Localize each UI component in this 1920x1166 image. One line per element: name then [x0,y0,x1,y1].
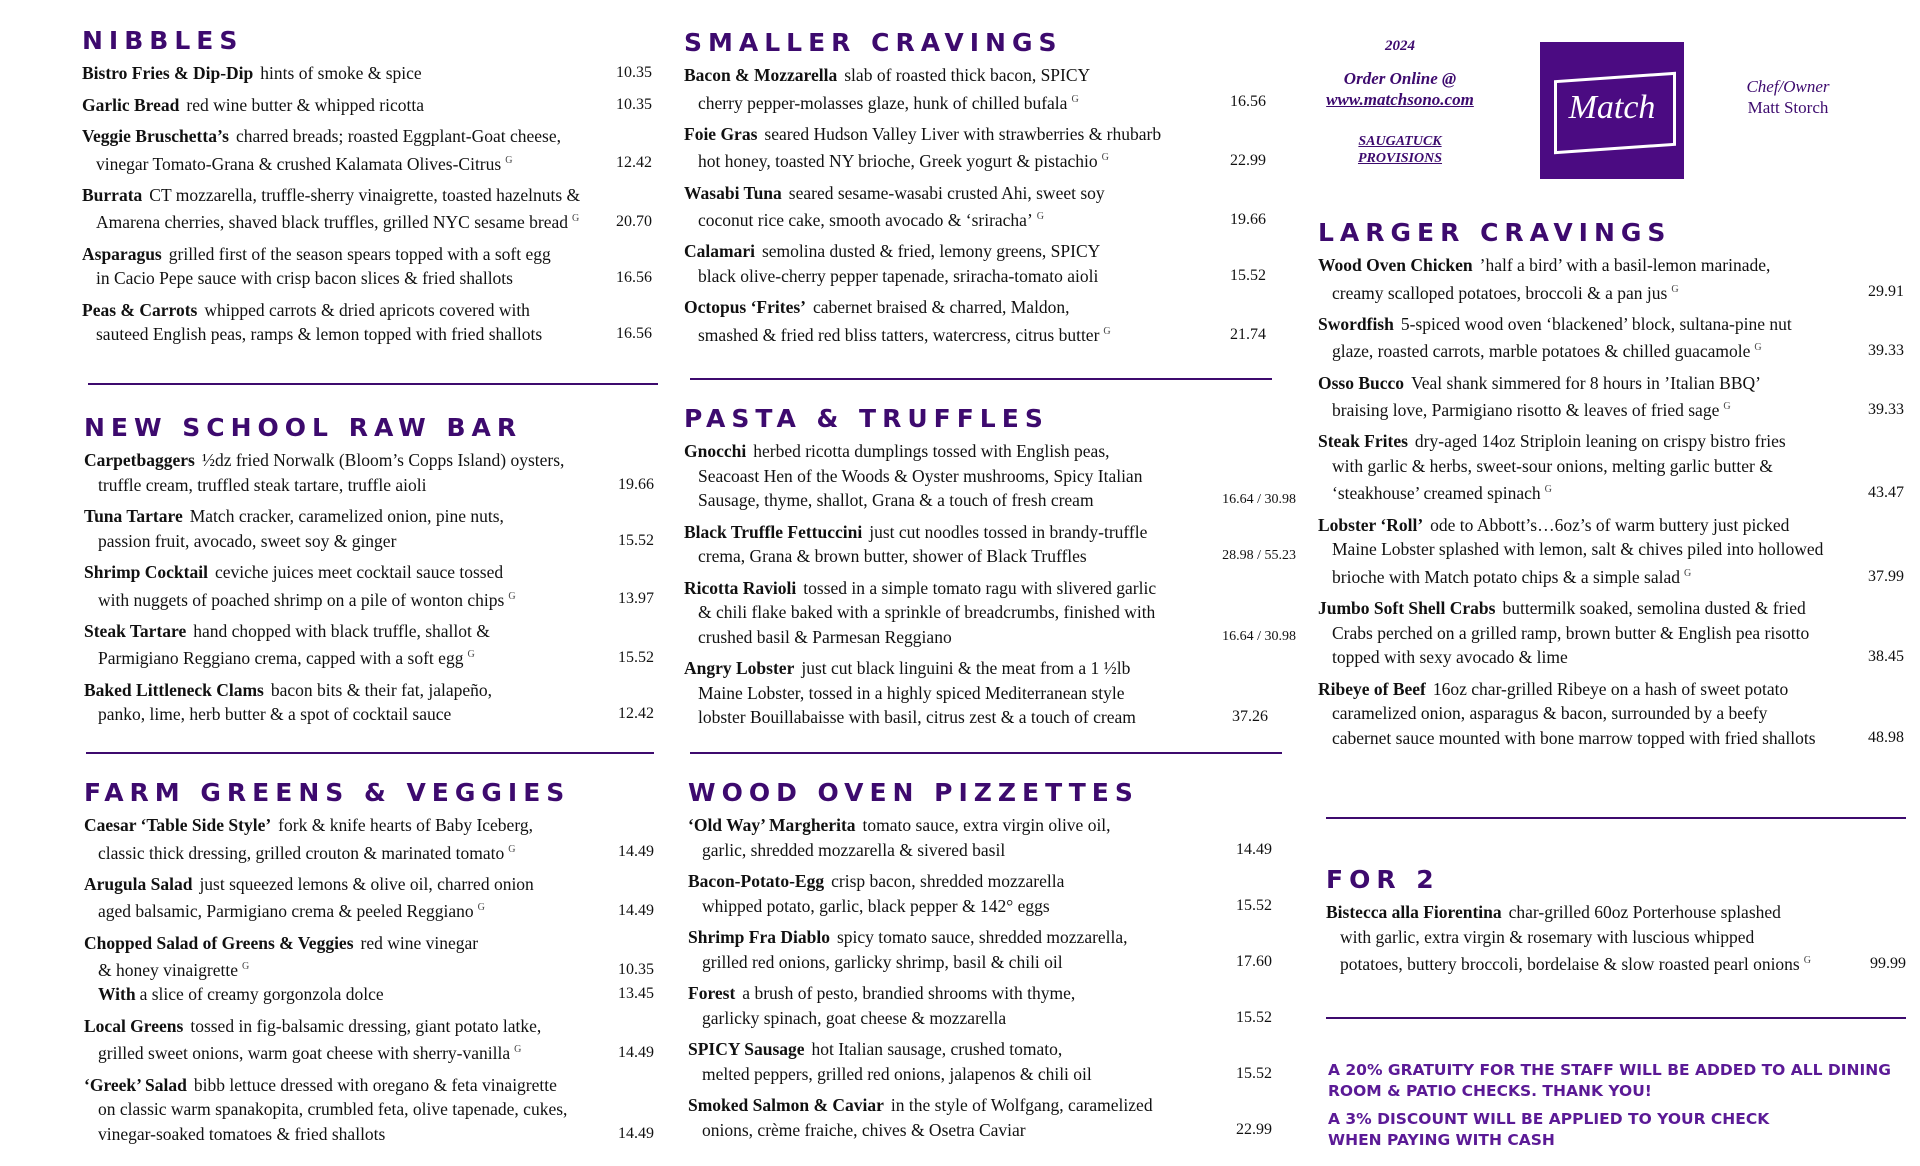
addon-price: 13.45 [618,985,654,1003]
gluten-free-mark: G [477,902,485,914]
section-divider [690,752,1282,754]
item-desc: onions, crème fraiche, chives & Osetra Caviar [702,1119,1026,1140]
item-price: 43.47 [1868,484,1904,502]
item-name: ‘Old Way’ Margherita [688,815,856,835]
item-desc: red wine vinegar [360,932,479,953]
item-desc: cabernet sauce mounted with bone marrow topped with fried shallots [1332,727,1816,748]
item-name: Local Greens [84,1015,184,1036]
item-price: 39.33 [1868,400,1904,418]
section-divider [86,752,654,754]
menu-item [82,183,652,235]
item-desc: smashed & fried red bliss tatters, watercress, citrus butter [698,324,1100,345]
chef-credit [1718,76,1858,118]
menu-item [84,448,654,497]
menu-item [84,678,654,727]
item-desc: Maine Lobster splashed with lemon, salt & chives piled into hollowed [1332,539,1824,560]
menu-item-addon [84,982,654,1007]
item-desc: whipped carrots & dried apricots covered with [204,299,530,320]
item-desc: Veal shank simmered for 8 hours in ’Italian BBQ’ [1411,372,1761,393]
menu-item [82,124,652,176]
gluten-free-mark: G [505,154,513,166]
item-price: 14.49 [618,843,654,861]
item-name: Gnocchi [684,441,747,461]
item-name: Bacon & Mozzarella [684,65,838,85]
section-larger-cravings [1318,218,1904,757]
item-desc: black olive-cherry pepper tapenade, sriracha-tomato aioli [698,265,1099,286]
menu-item [1318,253,1904,305]
item-desc: brioche with Match potato chips & a simple salad [1332,566,1680,587]
item-desc: in the style of Wolfgang, caramelized [890,1095,1153,1115]
item-price: 48.98 [1868,728,1904,746]
item-desc: potatoes, buttery broccoli, bordelaise & slow roasted pearl onions [1340,953,1800,974]
item-desc: passion fruit, avocado, sweet soy & ginger [98,530,397,551]
item-price: 15.52 [1236,1064,1272,1082]
item-desc: truffle cream, truffled steak tartare, truffle aioli [98,474,427,495]
item-name: Osso Bucco [1318,372,1405,393]
item-price: 14.49 [1236,840,1272,858]
item-price: 10.35 [618,960,654,978]
item-name: Bacon-Potato-Egg [688,871,825,891]
section-wood-oven-pizzettes [688,778,1272,1149]
item-desc: cherry pepper-molasses glaze, hunk of chilled bufala [698,92,1068,113]
item-name: Octopus ‘Frites’ [684,297,806,318]
menu-item [688,1093,1272,1142]
section-divider [88,383,658,385]
item-price: 19.66 [1230,210,1266,228]
item-desc: tossed in a simple tomato ragu with slivered garlic [803,577,1157,598]
section-title: PASTA & TRUFFLES [684,404,1049,433]
item-desc: in Cacio Pepe sauce with crisp bacon slices & fried shallots [96,268,513,289]
gluten-free-mark: G [1101,152,1109,164]
item-price: 21.74 [1230,325,1266,343]
saugatuck-line1: SAUGATUCK [1358,134,1442,149]
item-name: Ricotta Ravioli [684,577,797,598]
section-pasta-truffles [684,404,1296,737]
item-desc: charred breads; roasted Eggplant-Goat cheese, [235,126,562,146]
item-price: 15.52 [618,531,654,549]
item-desc: red wine butter & whipped ricotta [186,94,425,115]
gluten-free-mark: G [514,1044,522,1056]
menu-item [684,239,1266,288]
menu-item [1318,596,1904,670]
gluten-free-mark: G [508,843,516,855]
section-title: NEW SCHOOL RAW BAR [84,413,523,442]
item-desc: Match cracker, caramelized onion, pine nuts, [189,506,504,526]
chef-name: Matt Storch [1747,98,1829,117]
item-price: 99.99 [1870,954,1906,972]
item-name: Shrimp Fra Diablo [688,927,830,947]
item-desc: garlicky spinach, goat cheese & mozzarella [702,1007,1007,1028]
item-price: 14.49 [618,1124,654,1142]
menu-item [84,872,654,924]
item-desc: crisp bacon, shredded mozzarella [831,871,1065,891]
item-desc: Parmigiano Reggiano crema, capped with a soft egg [98,648,464,669]
gluten-free-mark: G [508,590,516,602]
gluten-free-mark: G [241,961,250,973]
item-desc: Crabs perched on a grilled ramp, brown butter & English pea risotto [1332,622,1810,643]
section-smaller-cravings [684,28,1266,354]
item-price: 14.49 [618,902,654,920]
gratuity-notice [1328,1060,1908,1102]
item-price: 19.66 [618,475,654,493]
menu-item [84,504,654,553]
item-desc: topped with sexy avocado & lime [1332,647,1568,668]
item-desc: ceviche juices meet cocktail sauce tossed [214,562,504,582]
item-name: ‘Greek’ Salad [84,1074,187,1095]
item-name: Lobster ‘Roll’ [1318,514,1424,535]
menu-item [1318,429,1904,505]
item-price: 37.26 [1232,708,1268,725]
section-nibbles [82,26,652,354]
item-desc: aged balsamic, Parmigiano crema & peeled Reggiano [98,901,474,922]
item-desc: vinegar-soaked tomatoes & fried shallots [98,1123,386,1144]
item-name: Asparagus [82,243,162,264]
menu-item [84,619,654,671]
chef-title: Chef/Owner [1746,77,1830,96]
item-desc: with nuggets of poached shrimp on a pile of wonton chips [98,589,505,610]
menu-item [684,656,1268,730]
item-desc: tomato sauce, extra virgin olive oil, [862,815,1111,835]
cash-discount-notice [1328,1109,1908,1151]
item-price: 12.42 [616,154,652,172]
discount-line2: WHEN PAYING WITH CASH [1328,1131,1555,1149]
item-desc: melted peppers, grilled red onions, jalapenos & chili oil [702,1063,1092,1084]
item-name: Bistecca alla Fiorentina [1326,902,1502,922]
menu-item [688,981,1272,1030]
item-desc: grilled red onions, garlicky shrimp, basil & chili oil [702,951,1063,972]
item-desc: on classic warm spanakopita, crumbled feta, olive tapenade, cukes, [98,1099,568,1120]
gluten-free-mark: G [1544,484,1552,496]
item-price: 20.70 [616,213,652,231]
item-desc: just cut noodles tossed in brandy-truffle [869,521,1148,542]
item-price: 12.42 [618,705,654,723]
menu-item [684,520,1296,569]
logo-wordmark: Match [1568,89,1656,126]
item-desc: ode to Abbott’s…6oz’s of warm buttery just picked [1430,514,1790,535]
item-name: Burrata [82,184,143,205]
gluten-free-mark: G [1103,325,1111,337]
section-farm-greens [84,778,654,1153]
item-price: 15.52 [618,649,654,667]
item-name: Black Truffle Fettuccini [684,521,863,542]
item-desc: glaze, roasted carrots, marble potatoes & chilled guacamole [1332,341,1751,362]
item-desc: just squeezed lemons & olive oil, charred onion [199,873,534,894]
addon-name: With [98,984,136,1005]
gluten-free-mark: G [1071,93,1079,105]
item-price: 37.99 [1868,567,1904,585]
order-online-link[interactable]: www.matchsono.com [1326,90,1474,109]
item-desc: a brush of pesto, brandied shrooms with thyme, [742,983,1076,1003]
item-price: 10.35 [616,64,652,81]
item-name: Wasabi Tuna [684,182,782,203]
item-price: 16.56 [1230,93,1266,111]
item-desc: with garlic & herbs, sweet-sour onions, melting garlic butter & [1332,455,1773,476]
item-price: 14.49 [618,1044,654,1062]
item-name: Shrimp Cocktail [84,562,208,582]
gluten-free-mark: G [1036,211,1045,223]
menu-item [82,93,652,118]
menu-item [684,122,1266,174]
section-divider [690,378,1272,380]
section-divider [1326,817,1906,819]
item-desc: spicy tomato sauce, shredded mozzarella, [836,927,1128,947]
section-divider [1326,1017,1906,1019]
section-title: SMALLER CRAVINGS [684,28,1063,57]
menu-item [82,298,652,347]
menu-item [1318,312,1904,364]
menu-item [84,560,654,612]
match-logo [1540,42,1684,179]
menu-year: 2024 [1385,38,1415,54]
item-desc: hints of smoke & spice [260,63,422,83]
item-price: 29.91 [1868,283,1904,301]
item-price: 38.45 [1868,648,1904,666]
gluten-free-mark: G [467,649,475,661]
item-desc: ‘steakhouse’ creamed spinach [1332,483,1541,504]
item-price: 10.35 [616,95,652,113]
item-price: 22.99 [1230,152,1266,170]
gluten-free-mark: G [1683,567,1692,579]
item-name: Caesar ‘Table Side Style’ [84,815,272,835]
item-desc: caramelized onion, asparagus & bacon, surrounded by a beefy [1332,703,1768,724]
section-title: FOR 2 [1326,865,1440,894]
item-desc: Amarena cherries, shaved black truffles, grilled NYC sesame bread [96,212,568,233]
gluten-free-mark: G [1723,401,1731,413]
item-name: Carpetbaggers [84,450,195,470]
item-price: 15.52 [1236,1008,1272,1026]
item-desc: hand chopped with black truffle, shallot & [193,620,490,641]
item-price: 15.52 [1236,896,1272,914]
menu-item [684,295,1266,347]
item-desc: creamy scalloped potatoes, broccoli & a pan jus [1332,282,1668,303]
item-desc: semolina dusted & fried, lemony greens, SPICY [761,241,1101,262]
item-desc: grilled sweet onions, warm goat cheese with sherry-vanilla [98,1043,511,1064]
item-name: Steak Tartare [84,620,187,641]
item-name: Baked Littleneck Clams [84,679,264,700]
item-desc: classic thick dressing, grilled crouton & marinated tomato [98,842,505,863]
discount-line1: A 3% DISCOUNT WILL BE APPLIED TO YOUR CHECK [1328,1110,1770,1128]
item-name: SPICY Sausage [688,1039,805,1059]
item-price: 13.97 [618,590,654,608]
item-desc: tossed in fig-balsamic dressing, giant potato latke, [190,1015,542,1036]
item-name: Foie Gras [684,123,758,144]
menu-item [688,1037,1272,1086]
item-desc: fork & knife hearts of Baby Iceberg, [278,815,533,835]
menu-item [84,813,654,865]
item-price: 16.64 / 30.98 [1222,492,1296,507]
item-name: Tuna Tartare [84,506,183,526]
gratuity-line1: A 20% GRATUITY FOR THE STAFF WILL BE ADDED TO ALL DINING [1328,1061,1891,1079]
menu-item [82,61,652,86]
item-name: Chopped Salad of Greens & Veggies [84,932,354,953]
item-desc: hot honey, toasted NY brioche, Greek yogurt & pistachio [698,151,1098,172]
item-desc: crema, Grana & brown butter, shower of Black Truffles [698,546,1087,566]
item-name: Swordfish [1318,313,1394,334]
item-desc: lobster Bouillabaisse with basil, citrus zest & a touch of cream [698,707,1136,727]
item-desc: whipped potato, garlic, black pepper & 142° eggs [702,895,1050,916]
item-desc: slab of roasted thick bacon, SPICY [844,65,1091,85]
item-price: 16.64 / 30.98 [1222,628,1296,644]
item-price: 17.60 [1236,952,1272,970]
item-desc: crushed basil & Parmesan Reggiano [698,626,952,647]
item-name: Jumbo Soft Shell Crabs [1318,598,1496,619]
item-desc: ’half a bird’ with a basil-lemon marinade, [1479,255,1771,275]
item-desc: bibb lettuce dressed with oregano & feta vinaigrette [193,1074,557,1095]
item-desc: panko, lime, herb butter & a spot of cocktail sauce [98,704,452,725]
item-desc: 16oz char-grilled Ribeye on a hash of sweet potato [1432,678,1789,699]
item-desc: braising love, Parmigiano risotto & leaves of fried sage [1332,399,1720,420]
gluten-free-mark: G [1754,342,1762,354]
menu-item [1318,371,1904,423]
item-desc: with garlic, extra virgin & rosemary with luscious whipped [1340,926,1755,947]
item-name: Smoked Salmon & Caviar [688,1095,884,1115]
item-desc: coconut rice cake, smooth avocado & ‘sriracha’ [698,209,1033,230]
item-desc: ½dz fried Norwalk (Bloom’s Copps Island) oysters, [201,450,565,470]
menu-item [84,1073,654,1147]
item-desc: char-grilled 60oz Porterhouse splashed [1508,902,1781,922]
section-for-2 [1326,865,1906,983]
section-title: WOOD OVEN PIZZETTES [688,778,1139,807]
item-desc: CT mozzarella, truffle-sherry vinaigrette, toasted hazelnuts & [149,184,581,205]
item-name: Forest [688,983,736,1003]
item-name: Ribeye of Beef [1318,678,1426,699]
item-price: 15.52 [1230,266,1266,284]
menu-item [688,925,1272,974]
item-name: Wood Oven Chicken [1318,255,1473,275]
addon-desc: a slice of creamy gorgonzola dolce [139,984,384,1005]
item-name: Garlic Bread [82,94,180,115]
item-desc: buttermilk soaked, semolina dusted & fried [1502,598,1806,619]
item-desc: dry-aged 14oz Striploin leaning on crispy bistro fries [1414,431,1786,452]
gluten-free-mark: G [1803,955,1811,966]
menu-item [684,576,1296,650]
item-price: 39.33 [1868,342,1904,360]
section-title: FARM GREENS & VEGGIES [84,778,571,807]
item-price: 16.56 [616,325,652,343]
item-name: Peas & Carrots [82,299,198,320]
item-price: 28.98 / 55.23 [1222,548,1296,563]
section-raw-bar [84,413,654,734]
item-desc: hot Italian sausage, crushed tomato, [811,1039,1063,1059]
item-desc: 5-spiced wood oven ‘blackened’ block, sultana-pine nut [1400,313,1792,334]
item-name: Veggie Bruschetta’s [82,126,229,146]
menu-item [84,1014,654,1066]
item-desc: sauteed English peas, ramps & lemon topped with fried shallots [96,324,543,345]
item-desc: grilled first of the season spears topped with a soft egg [168,243,551,264]
item-name: Arugula Salad [84,873,193,894]
item-desc: seared sesame-wasabi crusted Ahi, sweet soy [788,182,1105,203]
menu-item [684,181,1266,233]
menu-item [1318,677,1904,751]
menu-item [1318,513,1904,589]
item-desc: Seacoast Hen of the Woods & Oyster mushrooms, Spicy Italian [698,465,1143,486]
item-price: 22.99 [1236,1120,1272,1138]
item-name: Steak Frites [1318,431,1408,452]
section-title: LARGER CRAVINGS [1318,218,1672,247]
item-price: 16.56 [616,269,652,287]
gluten-free-mark: G [572,213,580,225]
order-online-label: Order Online @ [1343,69,1457,88]
menu-item [684,63,1266,115]
item-desc: & chili flake baked with a sprinkle of breadcrumbs, finished with [698,602,1156,622]
item-desc: & honey vinaigrette [98,959,238,980]
item-name: Bistro Fries & Dip-Dip [82,63,254,83]
item-desc: bacon bits & their fat, jalapeño, [270,679,492,700]
gratuity-line2: ROOM & PATIO CHECKS. THANK YOU! [1328,1082,1652,1100]
gluten-free-mark: G [1671,283,1679,295]
item-name: Calamari [684,241,755,262]
menu-item [84,931,654,983]
menu-item [688,813,1272,862]
item-name: Angry Lobster [684,658,795,678]
menu-item [684,439,1296,513]
item-desc: Sausage, thyme, shallot, Grana & a touch of fresh cream [698,490,1094,510]
item-desc: seared Hudson Valley Liver with strawberries & rhubarb [764,123,1162,144]
menu-item [1326,900,1906,976]
saugatuck-line2: PROVISIONS [1357,151,1443,166]
section-title: NIBBLES [82,26,244,55]
item-desc: just cut black linguini & the meat from a 1 ½lb [801,658,1131,678]
item-desc: Maine Lobster, tossed in a highly spiced Mediterranean style [698,682,1125,703]
item-desc: vinegar Tomato-Grana & crushed Kalamata Olives-Citrus [96,153,502,174]
saugatuck-provisions-link[interactable] [1330,133,1470,167]
item-desc: herbed ricotta dumplings tossed with English peas, [753,441,1110,461]
menu-item [688,869,1272,918]
item-desc: cabernet braised & charred, Maldon, [813,297,1070,318]
item-desc: garlic, shredded mozzarella & sivered basil [702,839,1006,860]
menu-item [82,242,652,291]
